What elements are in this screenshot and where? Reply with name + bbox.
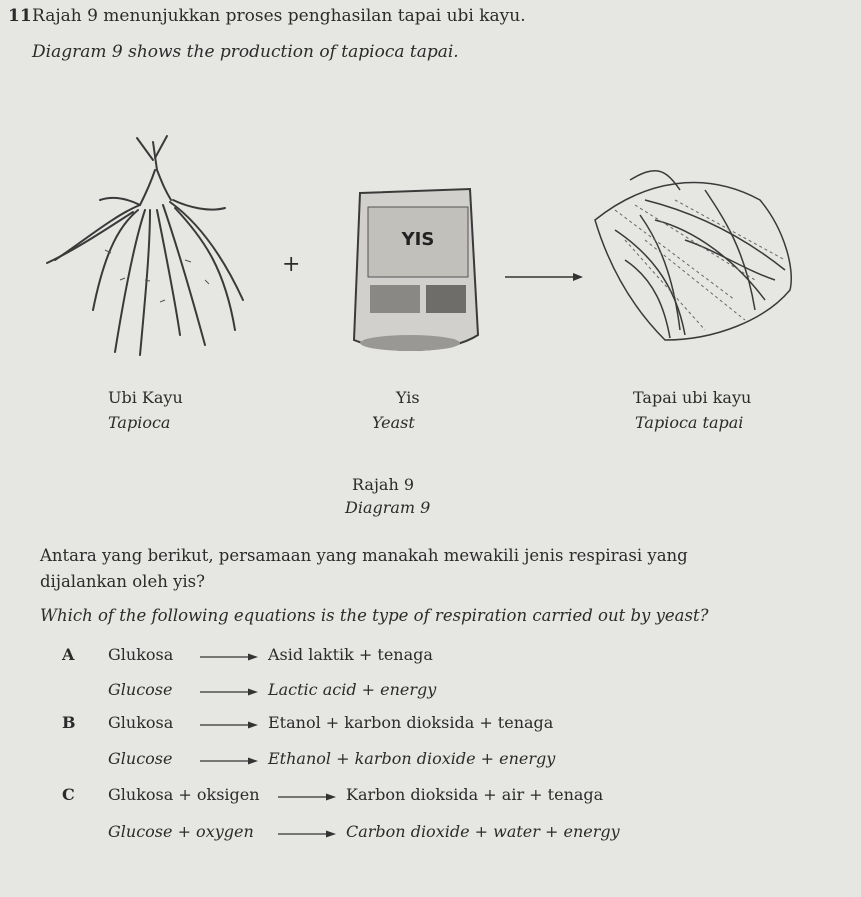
process-arrow-icon [505, 272, 583, 282]
tapioca-tapai-illustration [585, 160, 800, 350]
option-c-right-en: Carbon dioxide + water + energy [346, 822, 620, 841]
label-tapai-ms: Tapai ubi kayu [633, 388, 752, 407]
option-b-right-en: Ethanol + karbon dioxide + energy [268, 749, 556, 768]
subquestion-en: Which of the following equations is the type of respiration carried out by yeast? [40, 606, 709, 625]
arrow-icon [200, 688, 258, 696]
question-text-en: Diagram 9 shows the production of tapioca tapai. [32, 42, 459, 62]
label-yeast-en: Yeast [372, 413, 415, 432]
option-c-letter: C [62, 785, 75, 804]
question-number: 11 [8, 6, 32, 26]
label-tapioca-ms: Ubi Kayu [108, 388, 183, 407]
option-c-left-en: Glucose + oxygen [108, 822, 254, 841]
yeast-pack-label: YIS [401, 229, 435, 250]
option-c-right-ms: Karbon dioksida + air + tenaga [346, 785, 604, 804]
option-a-right-en: Lactic acid + energy [268, 680, 437, 699]
subquestion-ms-line1: Antara yang berikut, persamaan yang manakah mewakili jenis respirasi yang [40, 546, 688, 565]
subquestion-ms-line2: dijalankan oleh yis? [40, 572, 205, 591]
label-yeast-ms: Yis [396, 388, 420, 407]
tapioca-plant-illustration [45, 130, 250, 370]
diagram-caption-ms: Rajah 9 [352, 475, 415, 494]
arrow-icon [278, 793, 336, 801]
option-b-letter: B [62, 713, 76, 732]
option-b-left-ms: Glukosa [108, 713, 174, 732]
option-a-right-ms: Asid laktik + tenaga [268, 645, 433, 664]
arrow-icon [278, 830, 336, 838]
arrow-icon [200, 757, 258, 765]
option-b-left-en: Glucose [108, 749, 173, 768]
yeast-pack-illustration [340, 185, 490, 365]
option-a-left-en: Glucose [108, 680, 173, 699]
label-tapai-en: Tapioca tapai [635, 413, 744, 432]
plus-sign: + [282, 252, 301, 277]
arrow-icon [200, 721, 258, 729]
question-text-ms: Rajah 9 menunjukkan proses penghasilan tapai ubi kayu. [32, 6, 526, 26]
label-tapioca-en: Tapioca [108, 413, 171, 432]
option-c-left-ms: Glukosa + oksigen [108, 785, 260, 804]
diagram-caption-en: Diagram 9 [345, 498, 431, 517]
option-b-right-ms: Etanol + karbon dioksida + tenaga [268, 713, 554, 732]
arrow-icon [200, 653, 258, 661]
option-a-letter: A [62, 645, 75, 664]
option-a-left-ms: Glukosa [108, 645, 174, 664]
